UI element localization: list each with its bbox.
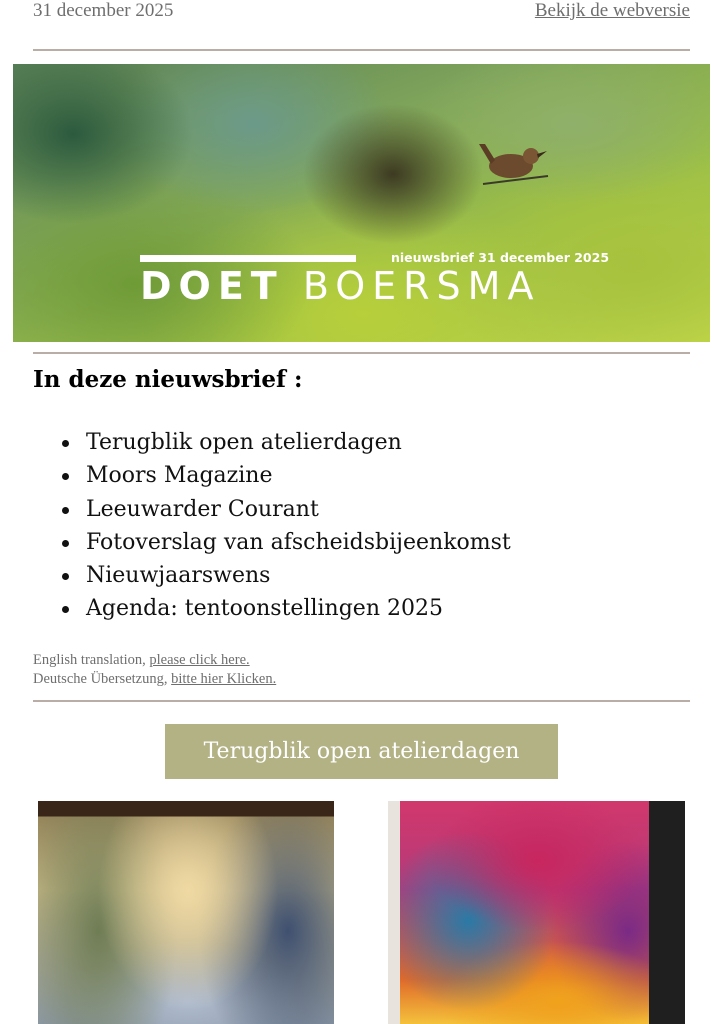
hero-banner-image <box>13 64 710 342</box>
contents-item: Nieuwjaarswens <box>58 559 511 592</box>
contents-title: In deze nieuwsbrief : <box>33 366 303 393</box>
bird-illustration <box>473 134 553 194</box>
painting-photo-colorful <box>388 801 685 1024</box>
english-translation-line <box>33 651 276 670</box>
divider <box>33 352 690 354</box>
contents-item: Leeuwarder Courant <box>58 493 511 526</box>
german-translation-link[interactable]: bitte hier Klicken. <box>171 671 277 687</box>
german-translation-line <box>33 670 276 689</box>
contents-item: Moors Magazine <box>58 459 511 492</box>
hero-subtitle: nieuwsbrief 31 december 2025 <box>391 250 610 265</box>
translation-links <box>33 651 276 689</box>
brand-first-name: DOET <box>140 264 284 308</box>
contents-item: Terugblik open atelierdagen <box>58 426 511 459</box>
webversion-link[interactable]: Bekijk de webversie <box>534 0 690 21</box>
newsletter-date: 31 december 2025 <box>33 0 174 21</box>
english-translation-label: English translation, <box>33 652 150 668</box>
divider <box>33 700 690 702</box>
newsletter-header <box>33 0 690 26</box>
painting-photo-willows <box>38 801 334 1024</box>
german-translation-label: Deutsche Übersetzung, <box>33 671 172 687</box>
contents-item: Agenda: tentoonstellingen 2025 <box>58 592 511 625</box>
photo-background-dark <box>649 801 685 1024</box>
brand-bar <box>140 255 356 262</box>
english-translation-link[interactable]: please click here. <box>149 652 250 668</box>
brand-logo <box>140 264 540 308</box>
contents-list <box>58 426 511 626</box>
divider <box>33 49 690 51</box>
brand-last-name: BOERSMA <box>302 264 541 308</box>
section-heading-button[interactable]: Terugblik open atelierdagen <box>165 724 558 779</box>
contents-item: Fotoverslag van afscheidsbijeenkomst <box>58 526 511 559</box>
